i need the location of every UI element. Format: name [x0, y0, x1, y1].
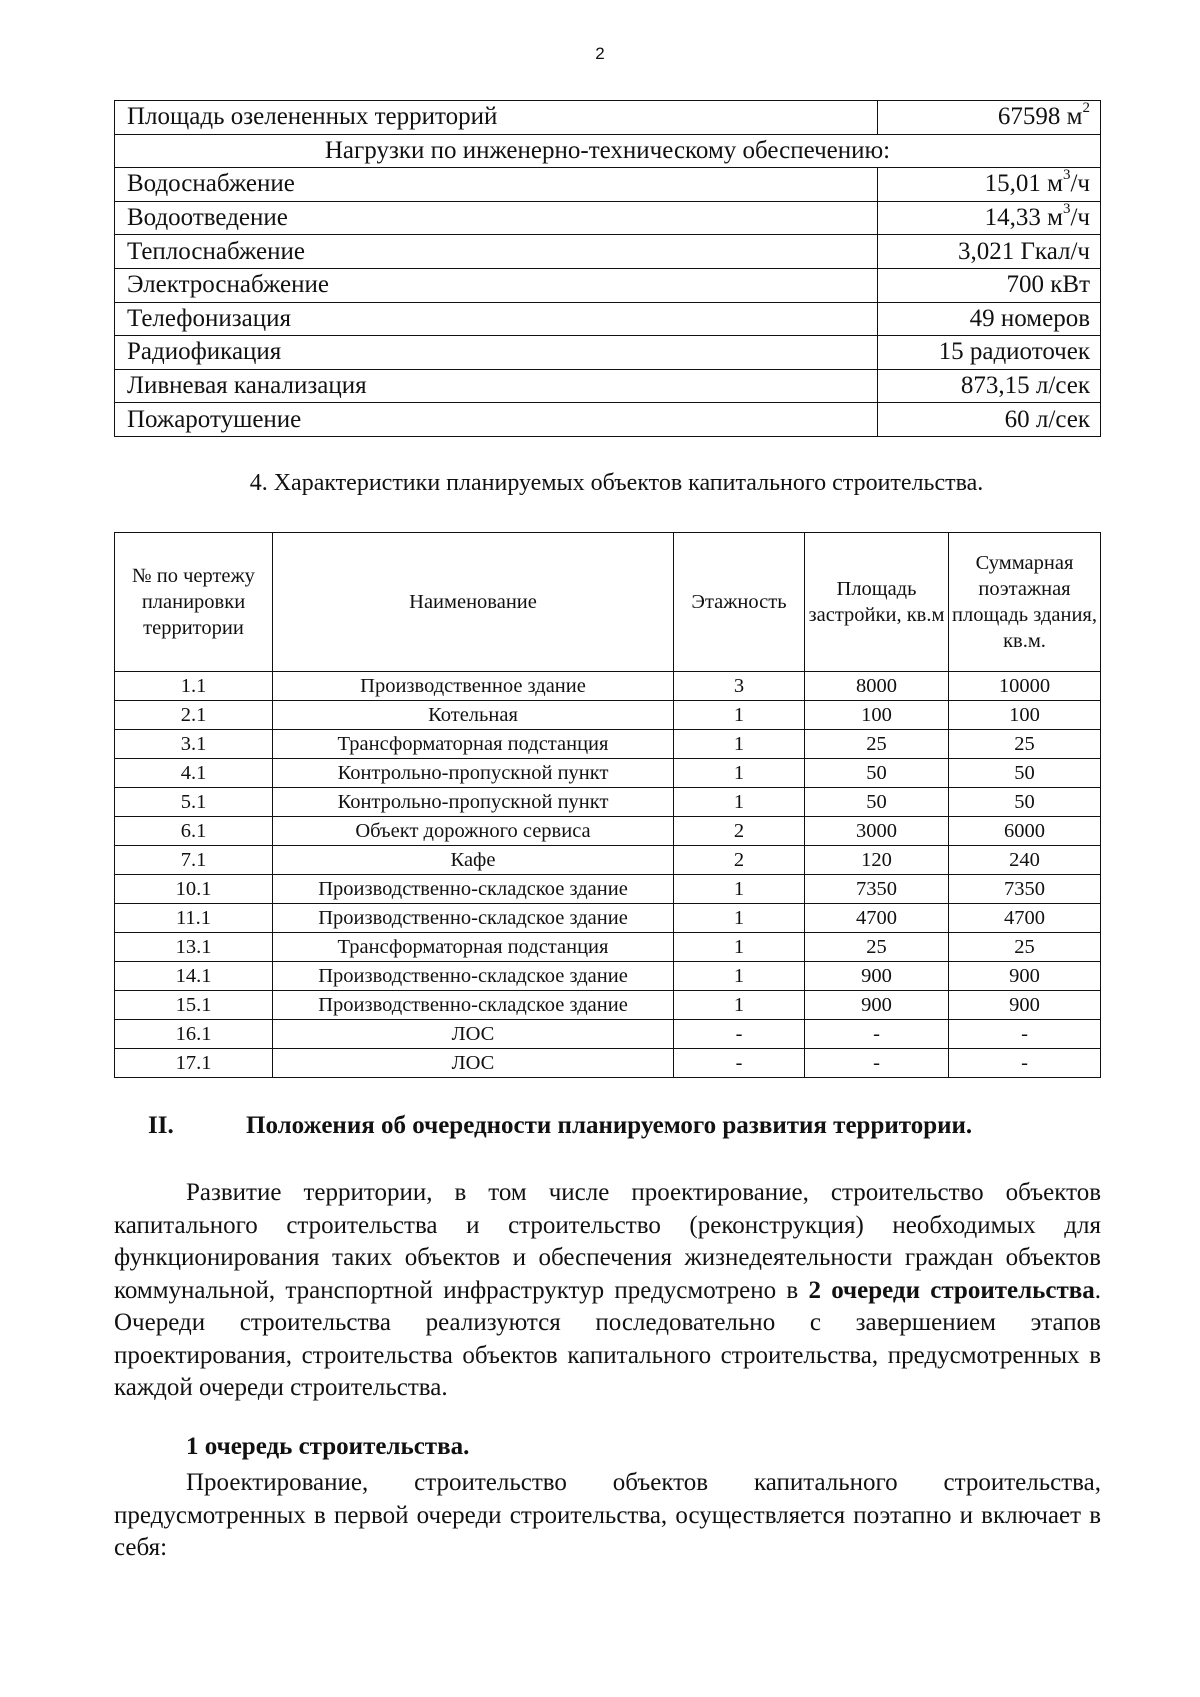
cell-number: 13.1: [115, 933, 273, 962]
cell-name: Производственно-складское здание: [273, 904, 674, 933]
table-row: [115, 134, 1101, 168]
col-header-floors: Этажность: [674, 533, 805, 672]
table-row: [115, 730, 1101, 759]
cell-total-area: 10000: [949, 672, 1101, 701]
cell-footprint: 3000: [805, 817, 949, 846]
section-title: Положения об очередности планируемого развития территории.: [246, 1112, 973, 1139]
stage1-heading: 1 очередь строительства.: [186, 1433, 470, 1460]
cell-total-area: -: [949, 1020, 1101, 1049]
table-row: [115, 201, 1101, 235]
table-row: [115, 235, 1101, 269]
cell-floors: 1: [674, 788, 805, 817]
cell-total-area: 4700: [949, 904, 1101, 933]
cell-footprint: 900: [805, 962, 949, 991]
cell-floors: 2: [674, 846, 805, 875]
table-row: [115, 1049, 1101, 1078]
cell-footprint: 900: [805, 991, 949, 1020]
radio-label: Радиофикация: [115, 336, 878, 370]
cell-floors: 1: [674, 904, 805, 933]
storm-sewer-label: Ливневая канализация: [115, 369, 878, 403]
col-header-total-area: Суммарная поэтажная площадь здания, кв.м.: [949, 533, 1101, 672]
table-row: [115, 369, 1101, 403]
cell-floors: 1: [674, 991, 805, 1020]
heating-label: Теплоснабжение: [115, 235, 878, 269]
water-supply-label: Водоснабжение: [115, 168, 878, 202]
fire-label: Пожаротушение: [115, 403, 878, 437]
cell-name: Объект дорожного сервиса: [273, 817, 674, 846]
cell-floors: 2: [674, 817, 805, 846]
table-row: [115, 672, 1101, 701]
cell-footprint: 7350: [805, 875, 949, 904]
table-caption: 4. Характеристики планируемых объектов капитального строительства.: [249, 470, 984, 496]
table-row: [115, 1020, 1101, 1049]
cell-footprint: 8000: [805, 672, 949, 701]
storm-sewer-value: 873,15 л/сек: [878, 369, 1101, 403]
cell-footprint: 25: [805, 730, 949, 759]
table-row: [115, 302, 1101, 336]
power-value: 700 кВт: [878, 268, 1101, 302]
cell-number: 14.1: [115, 962, 273, 991]
cell-total-area: 240: [949, 846, 1101, 875]
cell-floors: 1: [674, 875, 805, 904]
phone-label: Телефонизация: [115, 302, 878, 336]
cell-footprint: 50: [805, 788, 949, 817]
cell-name: ЛОС: [273, 1020, 674, 1049]
cell-name: Кафе: [273, 846, 674, 875]
cell-total-area: 25: [949, 933, 1101, 962]
cell-total-area: 50: [949, 759, 1101, 788]
table-row: [115, 991, 1101, 1020]
cell-floors: 1: [674, 701, 805, 730]
col-header-name: Наименование: [273, 533, 674, 672]
table-row: [115, 933, 1101, 962]
table-row: [115, 875, 1101, 904]
col-header-number: № по чертежу планировки территории: [115, 533, 273, 672]
cell-number: 10.1: [115, 875, 273, 904]
drainage-label: Водоотведение: [115, 201, 878, 235]
cell-footprint: -: [805, 1049, 949, 1078]
cell-total-area: 900: [949, 991, 1101, 1020]
cell-floors: -: [674, 1020, 805, 1049]
section-heading: [148, 1112, 972, 1140]
cell-name: Производственное здание: [273, 672, 674, 701]
cell-name: Производственно-складское здание: [273, 962, 674, 991]
cell-name: Производственно-складское здание: [273, 991, 674, 1020]
cell-number: 3.1: [115, 730, 273, 759]
table-row: [115, 846, 1101, 875]
cell-number: 6.1: [115, 817, 273, 846]
cell-total-area: 7350: [949, 875, 1101, 904]
cell-floors: 1: [674, 933, 805, 962]
cell-number: 2.1: [115, 701, 273, 730]
cell-floors: 1: [674, 962, 805, 991]
phone-value: 49 номеров: [878, 302, 1101, 336]
cell-name: Контрольно-пропускной пункт: [273, 759, 674, 788]
cell-number: 5.1: [115, 788, 273, 817]
table-row: [115, 268, 1101, 302]
page-number: 2: [595, 44, 605, 63]
cell-total-area: -: [949, 1049, 1101, 1078]
buildings-table: [114, 532, 1101, 1078]
table-row: [115, 403, 1101, 437]
cell-number: 15.1: [115, 991, 273, 1020]
cell-name: ЛОС: [273, 1049, 674, 1078]
power-label: Электроснабжение: [115, 268, 878, 302]
cell-total-area: 100: [949, 701, 1101, 730]
table-row: [115, 788, 1101, 817]
cell-number: 1.1: [115, 672, 273, 701]
section-number: II.: [148, 1112, 174, 1139]
header-row: [115, 533, 1101, 672]
water-supply-value: 15,01 $м^3/ч$: [878, 168, 1101, 202]
fire-value: 60 л/сек: [878, 403, 1101, 437]
table-row: [115, 168, 1101, 202]
cell-name: Контрольно-пропускной пункт: [273, 788, 674, 817]
cell-footprint: 50: [805, 759, 949, 788]
cell-footprint: 120: [805, 846, 949, 875]
col-header-footprint: Площадь застройки, кв.м: [805, 533, 949, 672]
cell-total-area: 50: [949, 788, 1101, 817]
table-row: [115, 904, 1101, 933]
table-row: [115, 701, 1101, 730]
cell-total-area: 900: [949, 962, 1101, 991]
cell-floors: 1: [674, 730, 805, 759]
cell-name: Трансформаторная подстанция: [273, 933, 674, 962]
cell-total-area: 6000: [949, 817, 1101, 846]
green-area-value: 67598 $м^2$: [878, 101, 1101, 135]
loads-header: Нагрузки по инженерно-техническому обеспечению:: [115, 134, 1101, 168]
cell-floors: -: [674, 1049, 805, 1078]
cell-name: Трансформаторная подстанция: [273, 730, 674, 759]
cell-floors: 3: [674, 672, 805, 701]
cell-name: Котельная: [273, 701, 674, 730]
cell-footprint: 25: [805, 933, 949, 962]
cell-number: 16.1: [115, 1020, 273, 1049]
buildings-table-body: [115, 672, 1101, 1078]
table-row: [115, 759, 1101, 788]
paragraph-development: Развитие территории, в том числе проектирование, строительство объектов капитального строительства и строительство (реконструкция) необходимых для функционирования таких объектов и обеспечения жизнедеятельности граждан объектов коммунальной, транспортной инфраструктур предусмотрено в 2 очереди строительства. Очереди строительства реализуются последовательно с завершением этапов проектирования, строительства объектов капитального строительства, предусмотренных в каждой очереди строительства.: [114, 1179, 1101, 1401]
table-row: [115, 101, 1101, 135]
cell-number: 7.1: [115, 846, 273, 875]
table-row: [115, 336, 1101, 370]
table-row: [115, 962, 1101, 991]
drainage-value: 14,33 $м^3/ч$: [878, 201, 1101, 235]
cell-number: 4.1: [115, 759, 273, 788]
cell-number: 17.1: [115, 1049, 273, 1078]
radio-value: 15 радиоточек: [878, 336, 1101, 370]
paragraph-stage1: Проектирование, строительство объектов капитального строительства, предусмотренных в первой очереди строительства, осуществляется поэтапно и включает в себя:: [114, 1469, 1101, 1561]
cell-footprint: -: [805, 1020, 949, 1049]
engineering-loads-table: [114, 100, 1101, 437]
cell-footprint: 4700: [805, 904, 949, 933]
heating-value: 3,021 Гкал/ч: [878, 235, 1101, 269]
cell-name: Производственно-складское здание: [273, 875, 674, 904]
cell-number: 11.1: [115, 904, 273, 933]
green-area-label: Площадь озелененных территорий: [115, 101, 878, 135]
cell-total-area: 25: [949, 730, 1101, 759]
cell-footprint: 100: [805, 701, 949, 730]
table-row: [115, 817, 1101, 846]
cell-floors: 1: [674, 759, 805, 788]
